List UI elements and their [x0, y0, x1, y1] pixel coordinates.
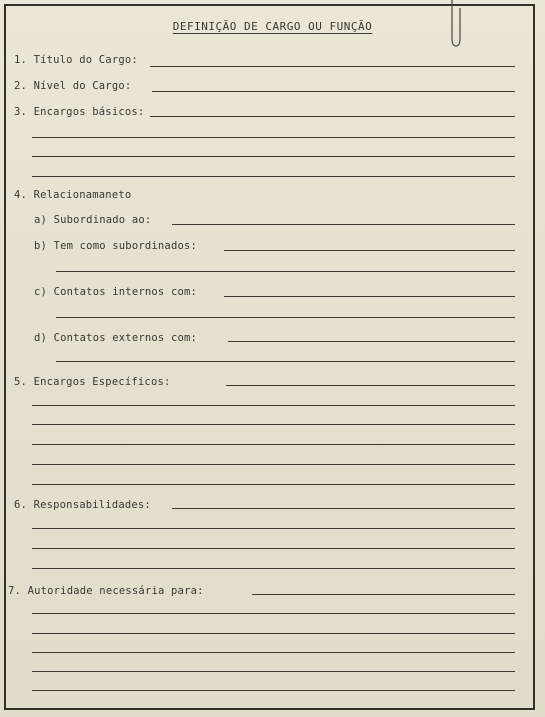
- job-title-line[interactable]: [150, 66, 515, 67]
- form-title: DEFINIÇÃO DE CARGO OU FUNÇÃO: [172, 20, 373, 33]
- specific-duties-line[interactable]: [32, 405, 515, 406]
- field-label-job-level: 2. Nível do Cargo:: [14, 80, 132, 92]
- responsibilities-line[interactable]: [32, 528, 515, 529]
- field-label-external-contacts: d) Contatos externos com:: [34, 332, 198, 344]
- basic-duties-line[interactable]: [32, 156, 515, 157]
- specific-duties-line[interactable]: [32, 444, 515, 445]
- internal-contacts-line[interactable]: [56, 317, 515, 318]
- responsibilities-line[interactable]: [32, 568, 515, 569]
- required-authority-line[interactable]: [32, 652, 515, 653]
- specific-duties-line[interactable]: [32, 484, 515, 485]
- required-authority-line[interactable]: [252, 594, 515, 595]
- required-authority-line[interactable]: [32, 671, 515, 672]
- specific-duties-line[interactable]: [32, 424, 515, 425]
- internal-contacts-line[interactable]: [224, 296, 515, 297]
- basic-duties-line[interactable]: [32, 137, 515, 138]
- specific-duties-line[interactable]: [226, 385, 515, 386]
- field-label-specific-duties: 5. Encargos Específicos:: [14, 376, 171, 388]
- responsibilities-line[interactable]: [172, 508, 515, 509]
- field-label-job-title: 1. Título do Cargo:: [14, 54, 138, 66]
- field-label-basic-duties: 3. Encargos básicos:: [14, 106, 145, 118]
- field-label-internal-contacts: c) Contatos internos com:: [34, 286, 198, 298]
- subordinate-to-line[interactable]: [172, 224, 515, 225]
- required-authority-line[interactable]: [32, 633, 515, 634]
- section-label-relationships: 4. Relacionamaneto: [14, 189, 132, 201]
- external-contacts-line[interactable]: [228, 341, 515, 342]
- basic-duties-line[interactable]: [32, 176, 515, 177]
- field-label-subordinate-to: a) Subordinado ao:: [34, 214, 152, 226]
- job-level-line[interactable]: [152, 91, 515, 92]
- required-authority-line[interactable]: [32, 613, 515, 614]
- specific-duties-line[interactable]: [32, 464, 515, 465]
- field-label-has-subordinates: b) Tem como subordinados:: [34, 240, 198, 252]
- required-authority-line[interactable]: [32, 690, 515, 691]
- has-subordinates-line[interactable]: [56, 271, 515, 272]
- responsibilities-line[interactable]: [32, 548, 515, 549]
- has-subordinates-line[interactable]: [224, 250, 515, 251]
- field-label-responsibilities: 6. Responsabilidades:: [14, 499, 151, 511]
- external-contacts-line[interactable]: [56, 361, 515, 362]
- basic-duties-line[interactable]: [150, 116, 515, 117]
- field-label-required-authority: 7. Autoridade necessária para:: [8, 585, 204, 597]
